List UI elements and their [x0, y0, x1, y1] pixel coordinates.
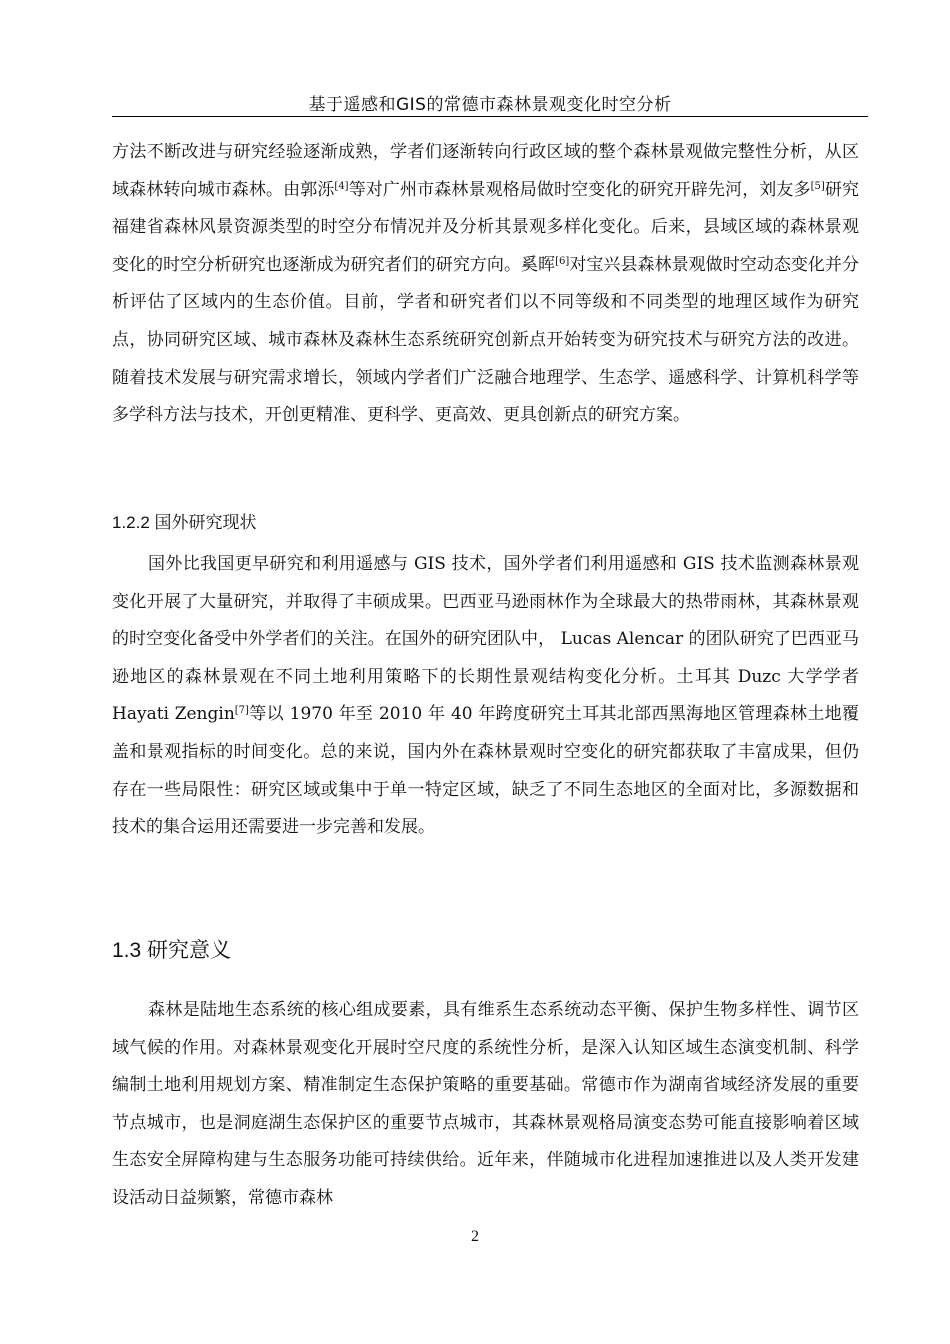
- text-span: 国外比我国更早研究和利用遥感与 GIS 技术，国外学者们利用遥感和 GIS 技术监测森林景观变化开展了大量研究，并取得了丰硕成果。巴西亚马逊雨林作为全球最大的热带雨林，其森林景观的时空变化备受中外学者们的关注。在国外的研究团队中， Lucas Alencar 的团队研究了巴西亚马逊地区的森林景观在不同土地利用策略下的长期性景观结构变化分析。土耳其 Duzc 大学学者 Hayati Zengin: [112, 554, 859, 725]
- citation-ref: [7]: [234, 705, 249, 717]
- text-span: 方法不断改进与研究经验逐渐成熟，学者们逐渐转向行政区域的整个森林景观做完整性分析，从区域森林转向城市森林。由郭泺: [112, 142, 859, 200]
- text-span: 等以 1970 年至 2010 年 40 年跨度研究土耳其北部西黑海地区管理森林土地覆盖和景观指标的时间变化。总的来说，国内外在森林景观时空变化的研究都获取了丰富成果，但仍存在一些局限性：研究区域或集中于单一特定区域，缺乏了不同生态地区的全面对比，多源数据和技术的集合运用还需要进一步完善和发展。: [112, 704, 859, 838]
- page-number: 2: [471, 1228, 479, 1245]
- text-span: 研究福建省森林风景资源类型的时空分布情况并及分析其景观多样化变化。后来，县域区域的森林景观变化的时空分析研究也逐渐成为研究者们的研究方向。奚晖: [112, 179, 860, 275]
- section-heading-1-2-2: 1.2.2 国外研究现状: [112, 513, 257, 532]
- header-rule: [112, 116, 868, 117]
- text-span: 等对广州市森林景观格局做时空变化的研究开辟先河，刘友多: [348, 179, 811, 200]
- running-header: 基于遥感和GIS的常德市森林景观变化时空分析: [308, 95, 672, 115]
- section-heading-1-3: 1.3 研究意义: [112, 939, 232, 962]
- citation-ref: [6]: [555, 255, 570, 267]
- citation-ref: [4]: [334, 180, 349, 192]
- paragraph-domestic-research: [112, 134, 859, 435]
- paragraph-foreign-research: [112, 546, 859, 847]
- citation-ref: [5]: [810, 180, 825, 192]
- text-span: 对宝兴县森林景观做时空动态变化并分析评估了区域内的生态价值。目前，学者和研究者们以不同等级和不同类型的地理区域作为研究点，协同研究区域、城市森林及森林生态系统研究创新点开始转变为研究技术与研究方法的改进。随着技术发展与研究需求增长，领域内学者们广泛融合地理学、生态学、遥感科学、计算机科学等多学科方法与技术，开创更精准、更科学、更高效、更具创新点的研究方案。: [112, 254, 860, 426]
- text-paragraph: 森林是陆地生态系统的核心组成要素，具有维系生态系统动态平衡、保护生物多样性、调节区域气候的作用。对森林景观变化开展时空尺度的系统性分析，是深入认知区域生态演变机制、科学编制土地利用规划方案、精准制定生态保护策略的重要基础。常德市作为湖南省域经济发展的重要节点城市，也是洞庭湖生态保护区的重要节点城市，其森林景观格局演变态势可能直接影响着区域生态安全屏障构建与生态服务功能可持续供给。近年来，伴随城市化进程加速推进以及人类开发建设活动日益频繁，常德市森林: [112, 1000, 859, 1208]
- paragraph-research-significance: [112, 992, 859, 1218]
